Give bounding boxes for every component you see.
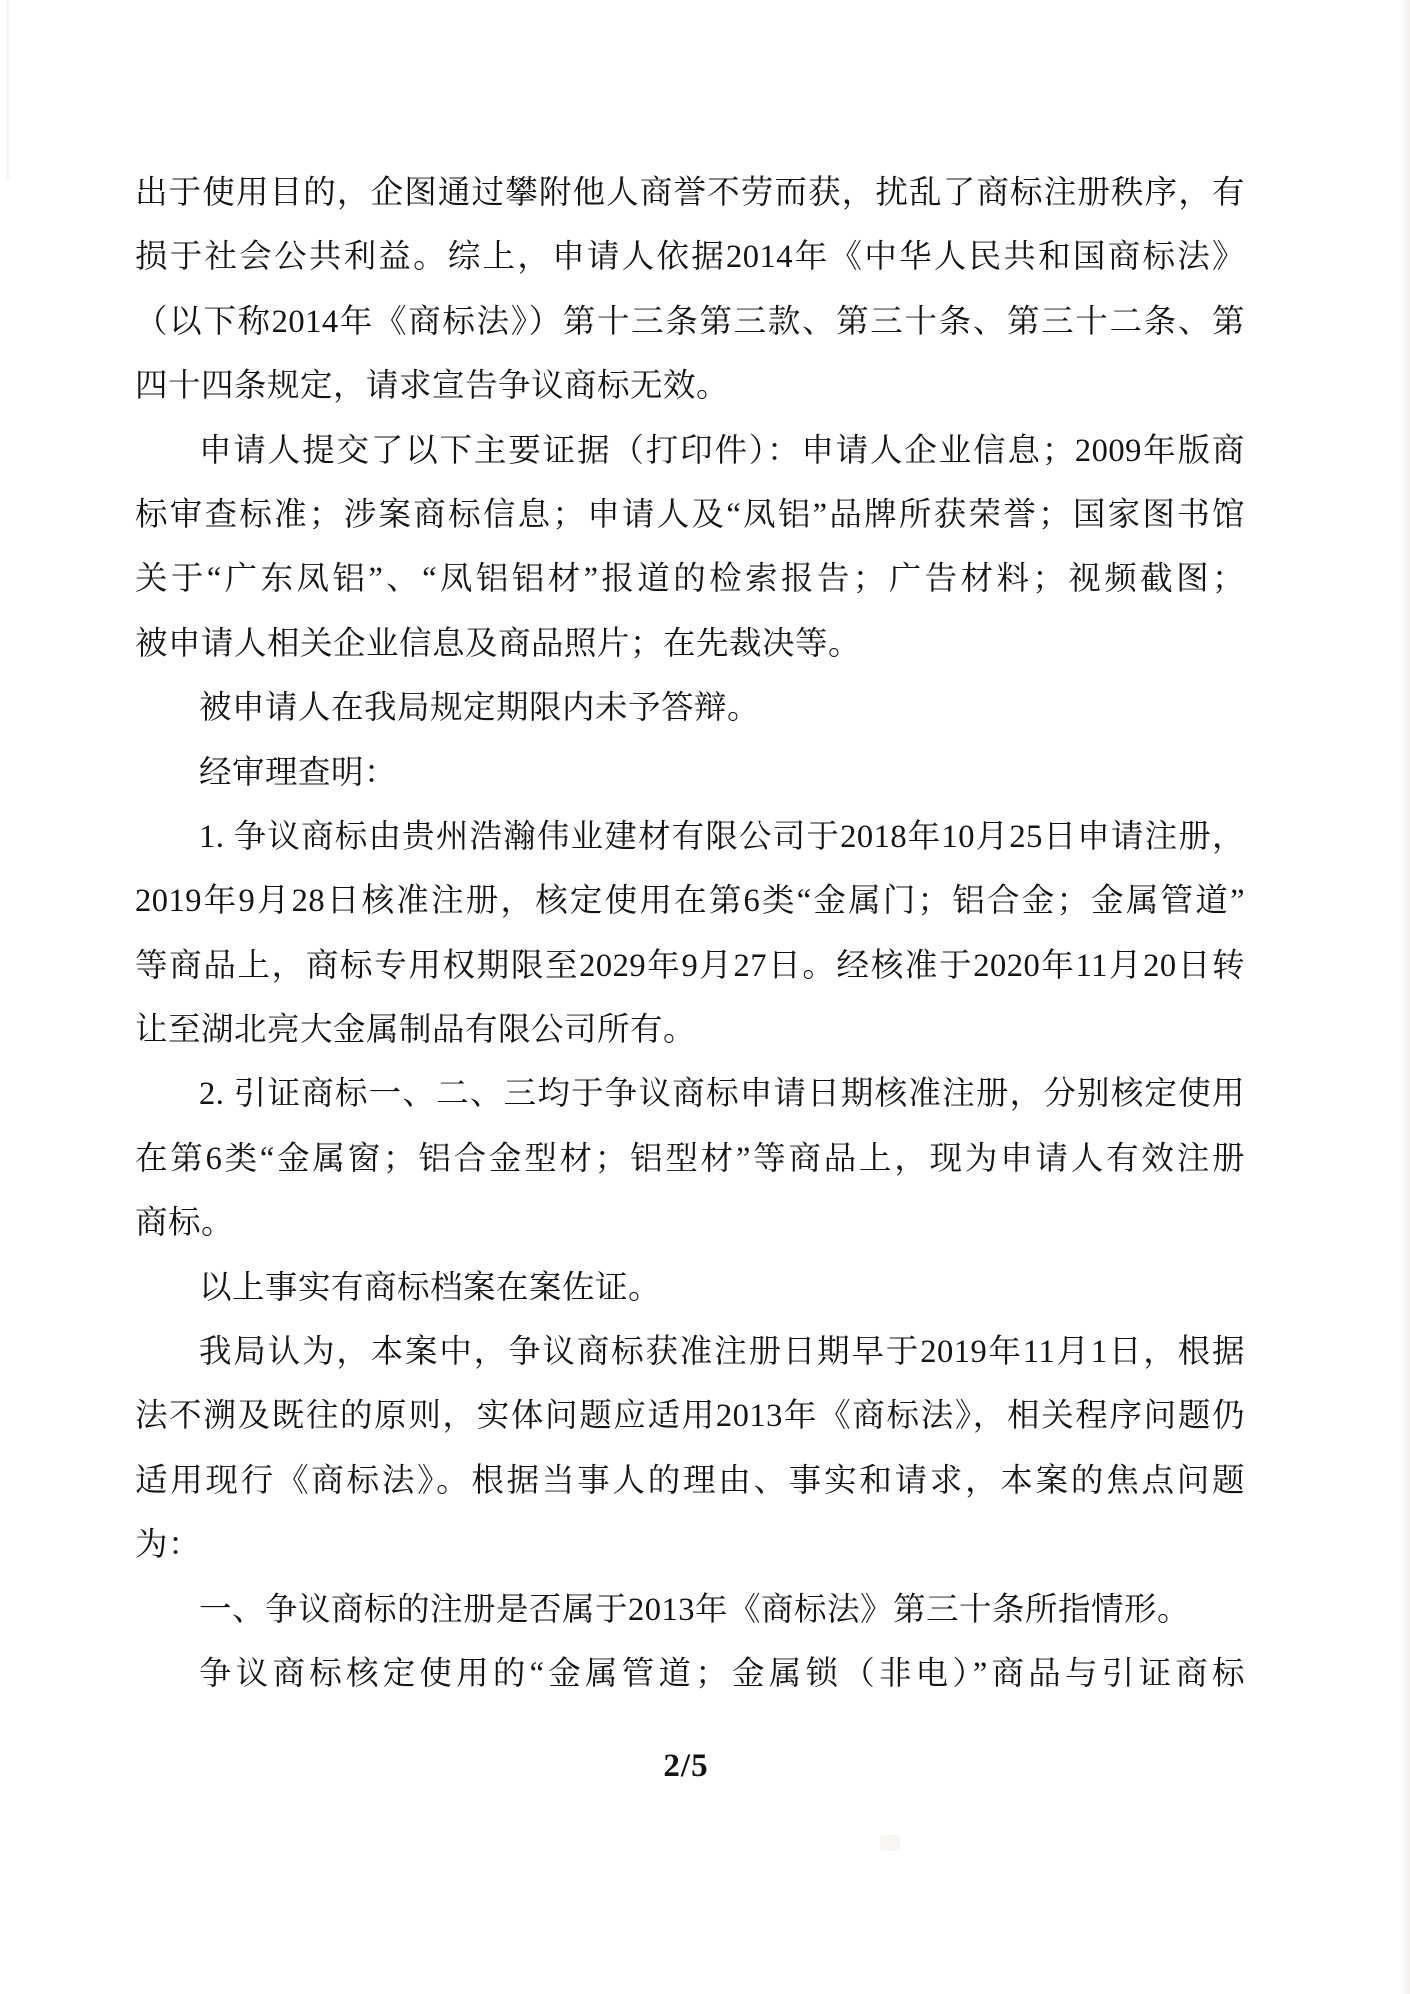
text-line: 我局认为，本案中，争议商标获准注册日期早于2019年11月1日，根据: [199, 1334, 1245, 1371]
paragraph: [135, 419, 1245, 677]
text-line: 一、争议商标的注册是否属于2013年《商标法》第三十条所指情形。: [199, 1591, 1191, 1628]
text-line: 申请人提交了以下主要证据（打印件）：申请人企业信息；2009年版商: [199, 432, 1245, 469]
paragraph: [135, 741, 1245, 805]
text-line: 2019年9月28日核准注册，核定使用在第6类“金属门；铝合金；金属管道”: [135, 883, 1245, 920]
paragraph: [135, 1642, 1245, 1706]
paragraph: [135, 161, 1245, 419]
text-line: 被申请人在我局规定期限内未予答辩。: [199, 690, 761, 727]
text-line: （以下称2014年《商标法》）第十三条第三款、第三十条、第三十二条、第: [135, 303, 1245, 340]
text-line: 商标。: [135, 1205, 235, 1242]
text-line: 标审查标准；涉案商标信息；申请人及“凤铝”品牌所获荣誉；国家图书馆: [135, 496, 1245, 533]
text-line: 出于使用目的，企图通过攀附他人商誉不劳而获，扰乱了商标注册秩序，有: [135, 175, 1245, 211]
text-line: 2. 引证商标一、二、三均于争议商标申请日期核准注册，分别核定使用: [199, 1076, 1245, 1113]
scan-smudge-artifact: [880, 1835, 900, 1851]
paragraph: [135, 1062, 1245, 1255]
scan-edge-artifact-right: [1401, 0, 1410, 1994]
paragraph: [135, 1256, 1245, 1320]
text-line: 为：: [135, 1527, 202, 1564]
text-line: 争议商标核定使用的“金属管道；金属锁（非电）”商品与引证商标: [199, 1655, 1245, 1692]
text-line: 适用现行《商标法》。根据当事人的理由、事实和请求，本案的焦点问题: [135, 1462, 1245, 1499]
document-body: [135, 161, 1245, 1706]
text-line: 法不溯及既往的原则，实体问题应适用2013年《商标法》，相关程序问题仍: [135, 1398, 1245, 1435]
text-line: 等商品上，商标专用权期限至2029年9月27日。经核准于2020年11月20日转: [135, 947, 1245, 984]
text-line: 关于“广东凤铝”、“凤铝铝材”报道的检索报告；广告材料；视频截图；: [135, 561, 1245, 598]
paragraph: [135, 1578, 1245, 1642]
text-line: 以上事实有商标档案在案佐证。: [199, 1269, 662, 1306]
paragraph: [135, 676, 1245, 740]
text-line: 在第6类“金属窗；铝合金型材；铝型材”等商品上，现为申请人有效注册: [135, 1140, 1245, 1177]
text-line: 1. 争议商标由贵州浩瀚伟业建材有限公司于2018年10月25日申请注册，: [199, 818, 1245, 855]
text-line: 四十四条规定，请求宣告争议商标无效。: [135, 368, 730, 405]
text-line: 损于社会公共利益。综上，申请人依据2014年《中华人民共和国商标法》: [135, 239, 1245, 276]
scan-edge-artifact-left: [6, 0, 9, 180]
paragraph: [135, 1320, 1245, 1578]
text-line: 经审理查明：: [199, 754, 398, 791]
text-line: 让至湖北亮大金属制品有限公司所有。: [135, 1012, 697, 1049]
text-line: 被申请人相关企业信息及商品照片；在先裁决等。: [135, 625, 862, 662]
paragraph: [135, 805, 1245, 1063]
page-number: 2/5: [663, 1748, 709, 1784]
